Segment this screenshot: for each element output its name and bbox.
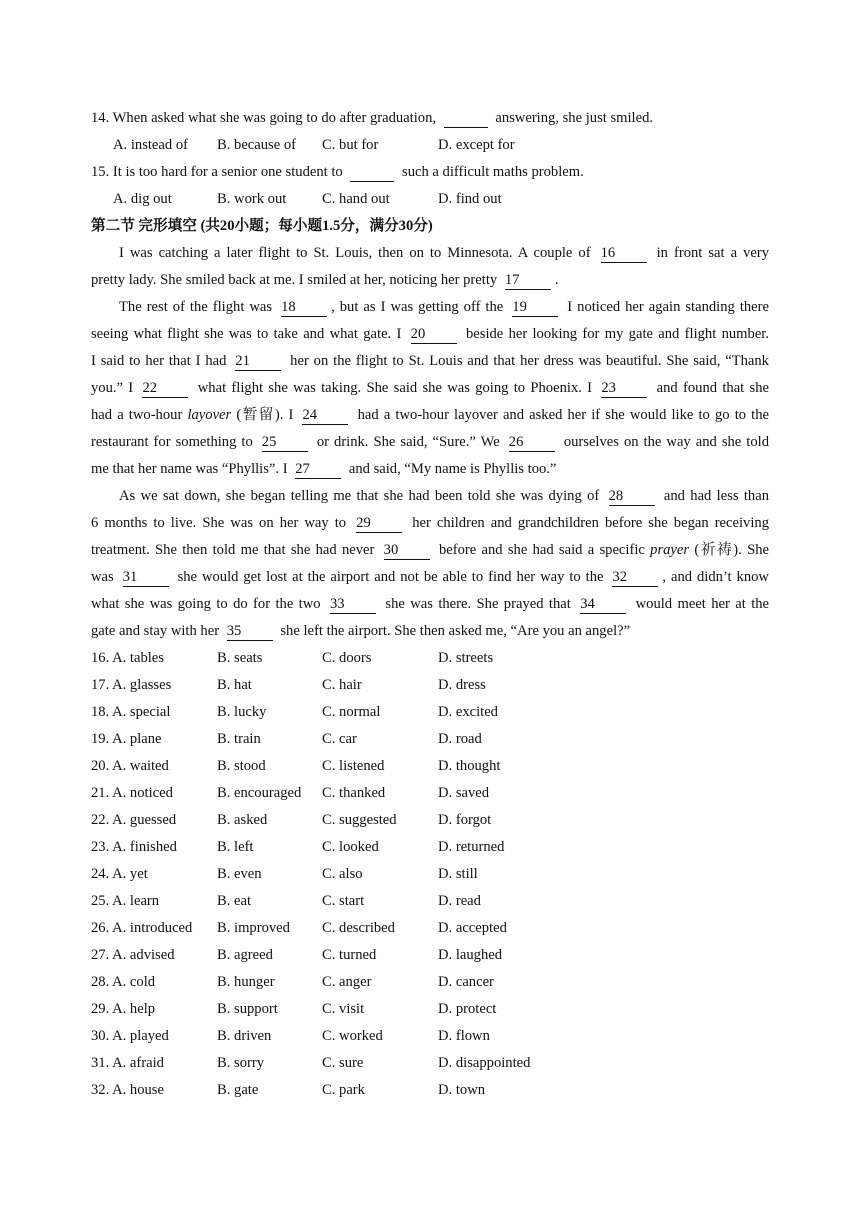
passage-line: As we sat down, she began telling me that she had been told she was dying of 28 and had less than	[119, 488, 769, 504]
blank-18: 18	[281, 298, 327, 317]
blank-16: 16	[601, 244, 647, 263]
answer-blank	[350, 163, 394, 182]
option-row: 28. A. cold B. hunger C. anger D. cancer	[91, 974, 494, 990]
blank-28: 28	[609, 487, 655, 506]
option-b: B. because of	[217, 137, 297, 153]
blank-23: 23	[601, 379, 647, 398]
option-a: A. instead of	[113, 137, 188, 153]
blank-19: 19	[512, 298, 558, 317]
option-row: 21. A. noticed B. encouraged C. thanked D. saved	[91, 785, 490, 801]
question-14-options	[91, 134, 769, 161]
blank-20: 20	[411, 325, 457, 344]
blank-21: 21	[235, 352, 281, 371]
option-row: 32. A. house B. gate C. park D. town	[91, 1082, 486, 1098]
option-row: 31. A. afraid B. sorry C. sure D. disappointed	[91, 1055, 531, 1071]
passage-line: treatment. She then told me that she had never 30 before and she had said a specific prayer (祈祷). She	[91, 542, 769, 558]
passage-line: The rest of the flight was 18 , but as I was getting off the 19 I noticed her again standing there	[119, 299, 769, 315]
option-row: 27. A. advised B. agreed C. turned D. laughed	[91, 947, 503, 963]
blank-27: 27	[295, 460, 341, 479]
blank-25: 25	[262, 433, 308, 452]
option-row: 20. A. waited B. stood C. listened D. thought	[91, 758, 501, 774]
question-15	[91, 161, 769, 188]
option-d: D. except for	[438, 137, 515, 153]
option-c: C. hand out	[322, 191, 390, 207]
option-row: 22. A. guessed B. asked C. suggested D. forgot	[91, 812, 492, 828]
passage-line: gate and stay with her 35 she left the airport. She then asked me, “Are you an angel?”	[91, 623, 631, 639]
blank-32: 32	[612, 568, 658, 587]
passage-line: had a two-hour layover (暂留). I 24 had a two-hour layover and asked her if she would like to go to the	[91, 407, 769, 423]
passage-line: 6 months to live. She was on her way to 29 her children and grandchildren before she began receiving	[91, 515, 769, 531]
passage-line: pretty lady. She smiled back at me. I smiled at her, noticing her pretty 17 .	[91, 272, 559, 288]
passage-line: restaurant for something to 25 or drink. She said, “Sure.” We 26 ourselves on the way and she told	[91, 434, 769, 450]
passage-line: seeing what flight she was to take and what gate. I 20 beside her looking for my gate and flight number.	[91, 326, 769, 342]
option-row: 17. A. glasses B. hat C. hair D. dress	[91, 677, 486, 693]
blank-17: 17	[505, 271, 551, 290]
option-row: 16. A. tables B. seats C. doors D. streets	[91, 650, 494, 666]
blank-31: 31	[123, 568, 169, 587]
blank-29: 29	[356, 514, 402, 533]
option-a: A. dig out	[113, 191, 172, 207]
option-row: 18. A. special B. lucky C. normal D. excited	[91, 704, 498, 720]
passage-line: you.” I 22 what flight she was taking. She said she was going to Phoenix. I 23 and found that she	[91, 380, 769, 396]
passage-line: what she was going to do for the two 33 she was there. She prayed that 34 would meet her at the	[91, 596, 769, 612]
option-row: 19. A. plane B. train C. car D. road	[91, 731, 482, 747]
option-row: 24. A. yet B. even C. also D. still	[91, 866, 478, 882]
question-14-stem: 14. When asked what she was going to do after graduation,	[91, 110, 437, 126]
section-heading: 第二节 完形填空 (共20小题；每小题1.5分，满分30分)	[91, 218, 433, 234]
cloze-options-list	[91, 647, 769, 1106]
option-d: D. find out	[438, 191, 502, 207]
passage-line: I said to her that I had 21 her on the flight to St. Louis and that her dress was beautiful. She said, “Thank	[91, 353, 769, 369]
answer-blank	[444, 109, 488, 128]
blank-33: 33	[330, 595, 376, 614]
passage-line: me that her name was “Phyllis”. I 27 and said, “My name is Phyllis too.”	[91, 461, 557, 477]
option-row: 26. A. introduced B. improved C. described D. accepted	[91, 920, 507, 936]
passage-line: was 31 she would get lost at the airport and not be able to find her way to the 32 , and didn’t know	[91, 569, 769, 585]
blank-26: 26	[509, 433, 555, 452]
question-15-stem: 15. It is too hard for a senior one student to	[91, 164, 343, 180]
blank-24: 24	[302, 406, 348, 425]
exam-page	[91, 107, 769, 1106]
option-b: B. work out	[217, 191, 287, 207]
blank-30: 30	[384, 541, 430, 560]
question-14	[91, 107, 769, 134]
blank-34: 34	[580, 595, 626, 614]
blank-22: 22	[142, 379, 188, 398]
option-c: C. but for	[322, 137, 379, 153]
passage-line: I was catching a later flight to St. Louis, then on to Minnesota. A couple of 16 in front sat a very	[119, 245, 769, 261]
blank-35: 35	[227, 622, 273, 641]
question-15-stem-end: such a difficult maths problem.	[402, 164, 584, 180]
option-row: 25. A. learn B. eat C. start D. read	[91, 893, 481, 909]
question-15-options	[91, 188, 769, 215]
option-row: 23. A. finished B. left C. looked D. returned	[91, 839, 505, 855]
option-row: 30. A. played B. driven C. worked D. flown	[91, 1028, 490, 1044]
option-row: 29. A. help B. support C. visit D. protect	[91, 1001, 497, 1017]
question-14-stem-end: answering, she just smiled.	[495, 110, 654, 126]
